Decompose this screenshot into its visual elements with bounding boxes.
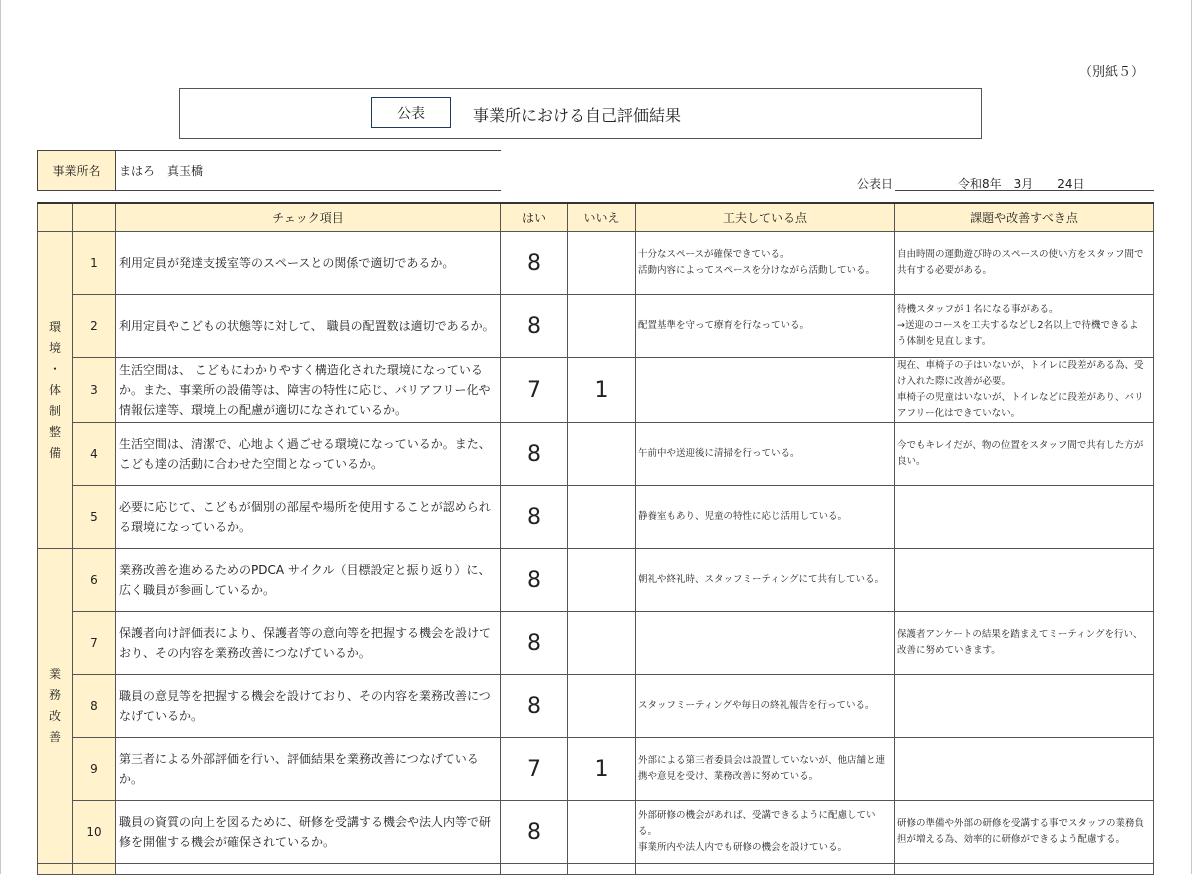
efforts-line: 静養室もあり、児童の特性に応じ活用している。 — [638, 511, 848, 522]
table-row — [38, 549, 1154, 612]
issues-line: 良い。 — [897, 456, 926, 467]
category-environment — [38, 232, 73, 549]
issues-line: 共有する必要がある。 — [897, 265, 993, 276]
issues-cell — [895, 486, 1154, 549]
check-item-text: 利用定員やこどもの状態等に対して、 職員の配置数は適切であるか。 — [116, 295, 501, 358]
category-char: 環 — [48, 319, 61, 334]
issues-line: 担が増える為、効率的に研修ができるよう配慮する。 — [897, 834, 1126, 845]
issues-line: 研修の準備や外部の研修を受講する事でスタッフの業務負 — [897, 818, 1145, 829]
table-row — [38, 675, 1154, 738]
table-row — [38, 612, 1154, 675]
table-row — [38, 232, 1154, 295]
yes-count: 7 — [501, 358, 568, 423]
efforts-line: 外部研修の機会があれば、受講できるように配慮してい — [638, 810, 876, 821]
table-row — [38, 486, 1154, 549]
row-number: 10 — [73, 801, 116, 864]
issues-cell — [895, 423, 1154, 486]
yes-count: 8 — [501, 549, 568, 612]
issues-line: 保護者アンケートの結果を踏まえてミーティングを行い、 — [897, 629, 1143, 640]
header-category — [38, 203, 73, 232]
no-count: 1 — [568, 358, 636, 423]
yes-count: 7 — [501, 738, 568, 801]
check-item-text: 利用定員が発達支援室等のスペースとの関係で適切であるか。 — [116, 232, 501, 295]
issues-line: う体制を見直します。 — [897, 336, 992, 347]
efforts-cell — [636, 232, 895, 295]
publish-date-label: 公表日 — [857, 177, 894, 191]
cutoff-cell — [501, 864, 568, 875]
efforts-line: 携や意見を受け、業務改善に努めている。 — [638, 771, 819, 782]
yes-count: 8 — [501, 675, 568, 738]
row-number: 6 — [73, 549, 116, 612]
no-count — [568, 295, 636, 358]
check-item-text: 職員の意見等を把握する機会を設けており、その内容を業務改善につなげているか。 — [116, 675, 501, 738]
category-char: 善 — [48, 730, 61, 744]
efforts-cell — [636, 295, 895, 358]
issues-cell — [895, 801, 1154, 864]
table-row — [38, 358, 1154, 423]
page-title: 事業所における自己評価結果 — [473, 106, 682, 125]
public-badge: 公表 — [371, 97, 451, 128]
header-efforts: 工夫している点 — [636, 203, 895, 232]
efforts-line: 活動内容によってスペースを分けながら活動している。 — [638, 265, 876, 276]
efforts-cell — [636, 486, 895, 549]
yes-count: 8 — [501, 801, 568, 864]
cutoff-cell — [895, 864, 1154, 875]
issues-line: 自由時間の運動遊び時のスペースの使い方をスタッフ間で — [897, 249, 1144, 260]
efforts-cell — [636, 738, 895, 801]
check-item-text: 生活空間は、 こどもにわかりやすく構造化された環境になっているか。また、事業所の設備等は、障害の特性に応じ、バリアフリー化や情報伝達等、環境上の配慮が適切になされているか。 — [116, 358, 501, 423]
efforts-cell — [636, 801, 895, 864]
attachment-label: （別紙５） — [1078, 65, 1144, 80]
issues-cell — [895, 232, 1154, 295]
no-count — [568, 232, 636, 295]
yes-count: 8 — [501, 423, 568, 486]
cutoff-cell — [568, 864, 636, 875]
office-name-box — [37, 150, 501, 191]
no-count — [568, 675, 636, 738]
yes-count: 8 — [501, 295, 568, 358]
issues-cell — [895, 738, 1154, 801]
row-number: 9 — [73, 738, 116, 801]
issues-line: →送迎のコースを工夫するなどし2名以上で待機できるよ — [897, 320, 1139, 331]
table-row-cutoff — [38, 864, 1154, 875]
row-number: 8 — [73, 675, 116, 738]
efforts-cell — [636, 675, 895, 738]
yes-count: 8 — [501, 612, 568, 675]
issues-cell — [895, 612, 1154, 675]
cutoff-cell — [73, 864, 116, 875]
check-item-text: 第三者による外部評価を行い、評価結果を業務改善につなげているか。 — [116, 738, 501, 801]
row-number: 1 — [73, 232, 116, 295]
header-number — [73, 203, 116, 232]
category-char: ・ — [48, 361, 61, 376]
no-count — [568, 801, 636, 864]
category-business-improvement — [38, 549, 73, 864]
header-no: いいえ — [568, 203, 636, 232]
check-item-text: 保護者向け評価表により、保護者等の意向等を把握する機会を設けており、その内容を業務改善につなげているか。 — [116, 612, 501, 675]
check-item-text: 職員の資質の向上を図るために、研修を受講する機会や法人内等で研修を開催する機会が確保されているか。 — [116, 801, 501, 864]
efforts-line: る。 — [638, 826, 658, 837]
cutoff-cell — [116, 864, 501, 875]
efforts-line: 午前中や送迎後に清掃を行っている。 — [638, 448, 800, 459]
evaluation-table — [37, 202, 1154, 875]
category-char: 整 — [48, 424, 61, 439]
efforts-cell — [636, 612, 895, 675]
table-row — [38, 738, 1154, 801]
no-count — [568, 549, 636, 612]
header-check-item: チェック項目 — [116, 203, 501, 232]
issues-line: 車椅子の児童はいないが、トイレなどに段差があり、バリ — [897, 392, 1144, 403]
efforts-line: 十分なスペースが確保できている。 — [638, 249, 790, 260]
cutoff-cell — [636, 864, 895, 875]
category-char: 境 — [48, 340, 61, 355]
efforts-cell — [636, 549, 895, 612]
title-box — [179, 88, 982, 139]
table-row — [38, 801, 1154, 864]
row-number: 2 — [73, 295, 116, 358]
efforts-line: 事業所内や法人内でも研修の機会を設けている。 — [638, 842, 848, 853]
row-number: 3 — [73, 358, 116, 423]
check-item-text: 必要に応じて、こどもが個別の部屋や場所を使用することが認められる環境になっているか。 — [116, 486, 501, 549]
row-number: 7 — [73, 612, 116, 675]
category-char: 務 — [48, 688, 61, 702]
efforts-line: スタッフミーティングや毎日の終礼報告を行っている。 — [638, 700, 875, 711]
no-count — [568, 486, 636, 549]
issues-line: アフリー化はできていない。 — [897, 408, 1021, 419]
issues-line: 現在、車椅子の子はいないが、トイレに段差がある為、受 — [897, 360, 1144, 371]
no-count — [568, 423, 636, 486]
check-item-text: 生活空間は、清潔で、心地よく過ごせる環境になっているか。また、こども達の活動に合わせた空間となっているか。 — [116, 423, 501, 486]
office-name-label: 事業所名 — [38, 151, 116, 190]
efforts-cell — [636, 423, 895, 486]
efforts-line: 外部による第三者委員会は設置していないが、他店舗と連 — [638, 755, 886, 766]
row-number: 4 — [73, 423, 116, 486]
header-yes: はい — [501, 203, 568, 232]
efforts-line: 朝礼や終礼時、スタッフミーティングにて共有している。 — [638, 574, 885, 585]
issues-cell — [895, 358, 1154, 423]
yes-count: 8 — [501, 486, 568, 549]
category-char: 制 — [48, 403, 61, 418]
table-row — [38, 295, 1154, 358]
publish-date-value: 令和8年 3月 24日 — [958, 177, 1085, 191]
office-name-value: まはろ 真玉橋 — [119, 164, 204, 178]
category-char: 備 — [48, 445, 61, 460]
header-issues: 課題や改善すべき点 — [895, 203, 1154, 232]
issues-cell — [895, 295, 1154, 358]
row-number: 5 — [73, 486, 116, 549]
category-char: 体 — [48, 382, 61, 397]
table-header-row — [38, 203, 1154, 232]
issues-line: 改善に努めていきます。 — [897, 645, 1001, 656]
efforts-cell — [636, 358, 895, 423]
cutoff-cell — [38, 864, 73, 875]
yes-count: 8 — [501, 232, 568, 295]
category-char: 改 — [48, 709, 61, 723]
issues-line: 今でもキレイだが、物の位置をスタッフ間で共有した方が — [897, 440, 1144, 451]
efforts-line: 配置基準を守って療育を行なっている。 — [638, 320, 810, 331]
issues-line: け入れた際に改善が必要。 — [897, 376, 1012, 387]
category-char: 業 — [48, 667, 61, 681]
issues-line: 待機スタッフが１名になる事がある。 — [897, 304, 1059, 315]
no-count — [568, 612, 636, 675]
issues-cell — [895, 549, 1154, 612]
issues-cell — [895, 675, 1154, 738]
table-row — [38, 423, 1154, 486]
check-item-text: 業務改善を進めるためのPDCA サイクル（目標設定と振り返り）に、広く職員が参画しているか。 — [116, 549, 501, 612]
no-count: 1 — [568, 738, 636, 801]
